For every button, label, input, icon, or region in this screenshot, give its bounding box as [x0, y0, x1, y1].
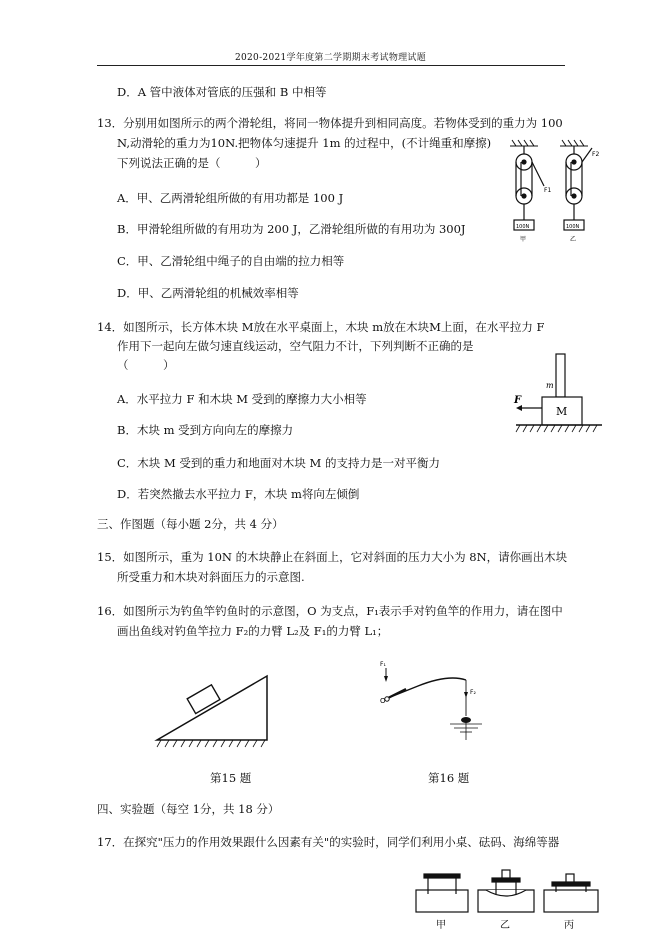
q14-option-b: B．木块 m 受到方向向左的摩擦力 — [117, 423, 294, 437]
q14-option-d: D．若突然撤去水平拉力 F，木块 m将向左倾倒 — [117, 487, 360, 501]
q13-stem-line2: N,动滑轮的重力为10N.把物体匀速提升 1m 的过程中，(不计绳重和摩擦) — [117, 136, 492, 150]
q15-line1: 15．如图所示，重为 10N 的木块静止在斜面上，它对斜面的压力大小为 8N，请你画出木块 — [97, 550, 568, 564]
q13-option-b: B．甲滑轮组所做的有用功为 200 J，乙滑轮组所做的有用功为 300J — [117, 222, 466, 236]
page-header-title: 2020-2021学年度第二学期期末考试物理试题 — [234, 53, 427, 63]
q14-stem-line2: 作用下一起向左做匀速直线运动，空气阻力不计，下列判断不正确的是 — [117, 339, 474, 353]
q13-stem-line1: 13．分别用如图所示的两个滑轮组，将同一物体提升到相同高度。若物体受到的重力为 100 — [97, 116, 563, 130]
q15-incline-figure — [155, 672, 275, 748]
q16-fishing-figure — [378, 658, 498, 748]
q13-pulley-figure — [508, 140, 608, 250]
q16-line2: 画出鱼线对钓鱼竿拉力 F₂的力臂 L₂及 F₁的力臂 L₁； — [117, 624, 389, 638]
q17-sponge-figure — [412, 868, 602, 934]
q14-m-label: m — [546, 381, 554, 390]
q13-f1-label: F1 — [544, 187, 552, 194]
section4-heading: 四、实验题（每空 1分，共 18 分） — [97, 802, 280, 816]
q13-label-right: 乙 — [570, 236, 577, 243]
q16-f2-label: F₂ — [470, 689, 476, 696]
q15-line2: 所受重力和木块对斜面压力的示意图. — [117, 570, 305, 584]
q14-stem-line3: （ ） — [117, 358, 175, 372]
q16-o-label: O — [380, 697, 386, 705]
q14-f-label: F — [514, 395, 522, 406]
q14-big-m-label: M — [556, 405, 568, 418]
q15-caption: 第15 题 — [210, 771, 252, 785]
q16-f1-label: F₁ — [380, 661, 386, 668]
section3-heading: 三、作图题（每小题 2分，共 4 分） — [97, 517, 284, 531]
q13-option-d: D．甲、乙两滑轮组的机械效率相等 — [117, 286, 299, 300]
q17-line1: 17．在探究"压力的作用效果跟什么因素有关"的实验时，同学们利用小桌、砝码、海绵等器 — [97, 835, 560, 849]
q17-label-1: 甲 — [436, 920, 446, 931]
q17-label-2: 乙 — [500, 920, 510, 931]
q13-stem-line3: 下列说法正确的是（ ） — [117, 156, 267, 170]
q13-option-c: C．甲、乙滑轮组中绳子的自由端的拉力相等 — [117, 254, 345, 268]
header-divider — [97, 65, 565, 66]
q14-option-c: C．木块 M 受到的重力和地面对木块 M 的支持力是一对平衡力 — [117, 456, 440, 470]
q13-weight-left: 100N — [516, 224, 530, 230]
q14-option-a: A．水平拉力 F 和木块 M 受到的摩擦力大小相等 — [117, 392, 367, 406]
q17-label-3: 丙 — [564, 920, 574, 931]
q14-block-figure — [510, 350, 605, 440]
q16-line1: 16．如图所示为钓鱼竿钓鱼时的示意图，O 为支点，F₁表示手对钓鱼竿的作用力，请在图中 — [97, 604, 563, 618]
q13-f2-label: F2 — [592, 151, 600, 158]
q13-label-left: 甲 — [520, 236, 527, 243]
q13-option-a: A．甲、乙两滑轮组所做的有用功都是 100 J — [117, 191, 344, 205]
q13-weight-right: 100N — [566, 224, 580, 230]
q12-option-d: D．A 管中液体对管底的压强和 B 中相等 — [117, 85, 327, 99]
q16-caption: 第16 题 — [428, 771, 470, 785]
q14-stem-line1: 14．如图所示，长方体木块 M放在水平桌面上，木块 m放在木块M上面，在水平拉力 F — [97, 320, 545, 334]
